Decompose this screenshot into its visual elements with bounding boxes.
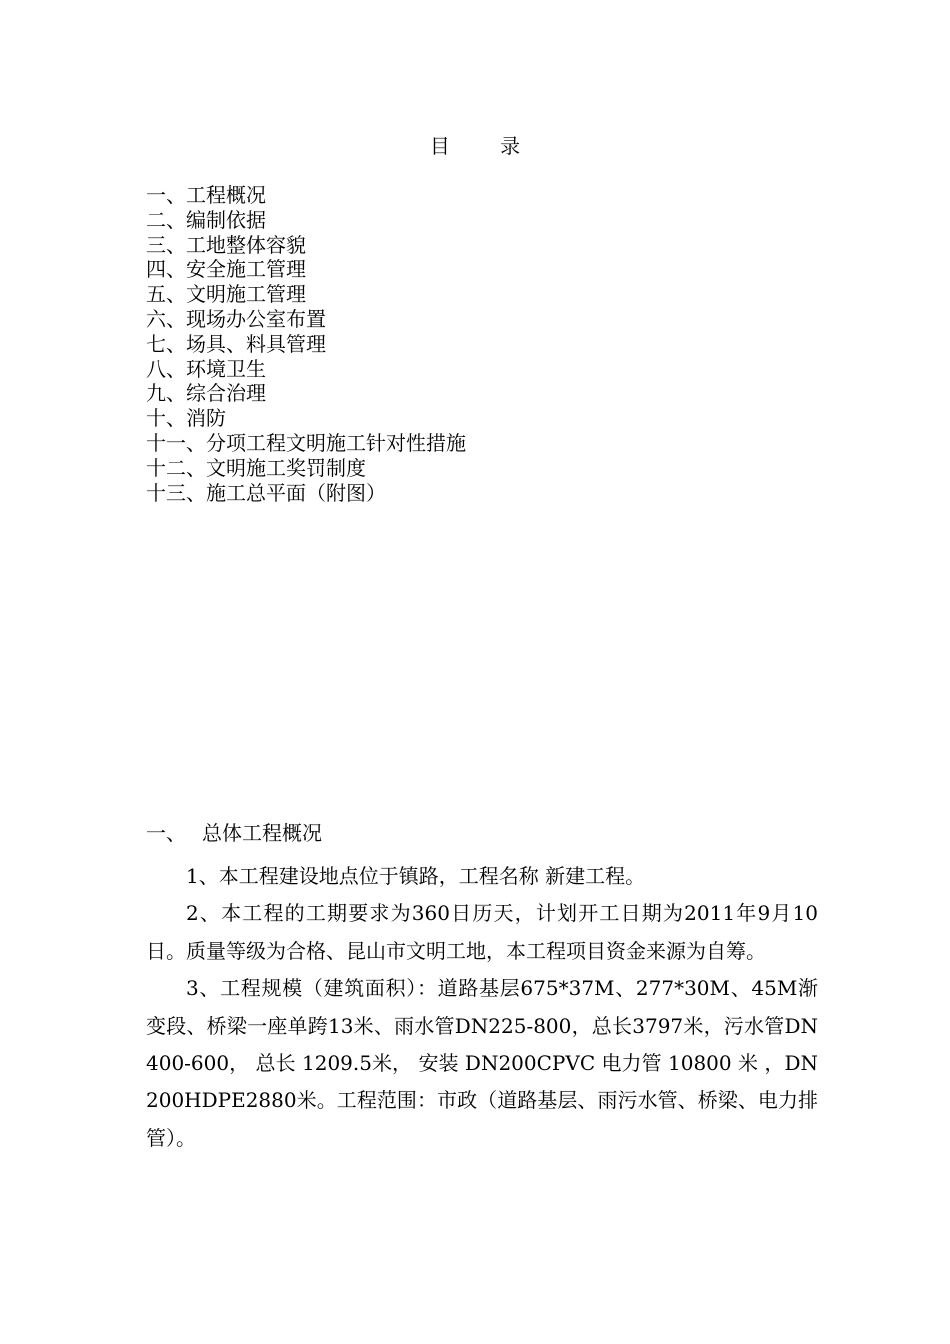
toc-item: 一、工程概况 bbox=[146, 183, 266, 207]
paragraph-location: 1、本工程建设地点位于镇路，工程名称 新建工程。 bbox=[186, 864, 646, 888]
section-body bbox=[146, 858, 818, 1157]
toc-item: 八、环境卫生 bbox=[146, 356, 266, 381]
toc-item: 十三、施工总平面（附图） bbox=[146, 480, 386, 505]
section-title: 总体工程概况 bbox=[202, 821, 322, 845]
toc-item: 十二、文明施工奖罚制度 bbox=[146, 455, 366, 480]
toc-item: 五、文明施工管理 bbox=[146, 282, 306, 307]
paragraph-scale: 3、工程规模（建筑面积）：道路基层675*37M、277*30M、45M渐变段、桥梁一座单跨13米、雨水管DN225-800，总长3797米，污水管DN400-600， 总长 1209.5米， 安装 DN200CPVC 电力管 10800 米 ，DN200HDPE2880米。工程范围：市政（道路基层、雨污水管、桥梁、电力排管）。 bbox=[146, 976, 818, 1150]
toc-item: 七、场具、料具管理 bbox=[146, 331, 326, 356]
toc-item: 四、安全施工管理 bbox=[146, 257, 306, 282]
toc-item: 十、消防 bbox=[146, 406, 226, 431]
toc-item: 三、工地整体容貌 bbox=[146, 232, 306, 257]
section-number: 一、 bbox=[146, 821, 186, 845]
toc-title: 目 录 bbox=[429, 134, 543, 158]
toc-item: 十一、分项工程文明施工针对性措施 bbox=[146, 430, 466, 455]
toc-item: 六、现场办公室布置 bbox=[146, 306, 326, 331]
paragraph-schedule: 2、本工程的工期要求为360日历天，计划开工日期为2011年9月10日。质量等级为合格、昆山市文明工地，本工程项目资金来源为自筹。 bbox=[146, 901, 818, 963]
toc-item: 九、综合治理 bbox=[146, 381, 266, 406]
section-heading bbox=[146, 820, 322, 846]
toc-list bbox=[146, 183, 466, 505]
toc-item: 二、编制依据 bbox=[146, 207, 266, 232]
